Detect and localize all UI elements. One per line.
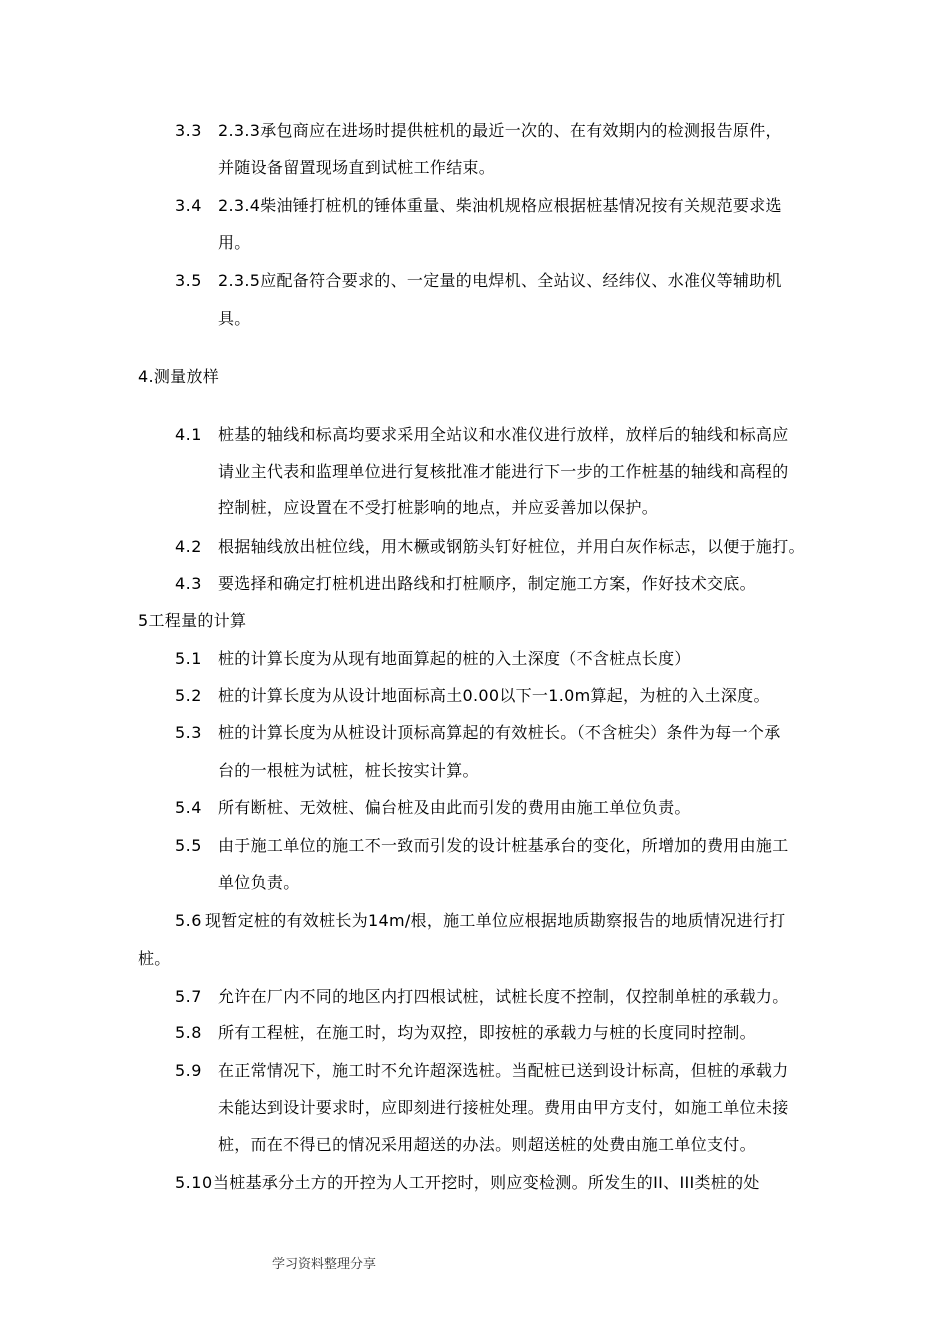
- item-text: 桩，而在不得已的情况采用超送的办法。则超送桩的处费由施工单位支付。: [218, 1135, 756, 1154]
- item-number: 4.3: [175, 574, 202, 593]
- item-text: 用。: [218, 233, 251, 252]
- item-text: 控制桩，应设置在不受打桩影响的地点，并应妥善加以保护。: [218, 498, 659, 517]
- item-text: 桩基的轴线和标高均要求采用全站议和水准仪进行放样，放样后的轴线和标高应: [218, 425, 789, 444]
- item-number: 5.5: [175, 836, 202, 855]
- item-text: 台的一根桩为试桩，桩长按实计算。: [218, 761, 479, 780]
- item-number: 5.9: [175, 1061, 202, 1080]
- item-number: 3.4: [175, 196, 202, 215]
- item-text: 所有工程桩，在施工时，均为双控，即按桩的承载力与桩的长度同时控制。: [218, 1023, 756, 1042]
- item-text: 桩的计算长度为从现有地面算起的桩的入土深度（不含桩点长度）: [218, 649, 691, 668]
- item-number: 5.8: [175, 1023, 202, 1042]
- item-text: 桩的计算长度为从设计地面标高土0.00以下一1.0m算起，为桩的入土深度。: [218, 686, 770, 705]
- item-text: 未能达到设计要求时，应即刻进行接桩处理。费用由甲方支付，如施工单位未接: [218, 1098, 789, 1117]
- item-number: 5.7: [175, 987, 202, 1006]
- item-text: 请业主代表和监理单位进行复核批准才能进行下一步的工作桩基的轴线和高程的: [218, 462, 789, 481]
- item-number: 3.5: [175, 271, 202, 290]
- item-text: 要选择和确定打桩机进出路线和打桩顺序，制定施工方案，作好技术交底。: [218, 574, 756, 593]
- item-text: 单位负责。: [218, 873, 300, 892]
- item-number: 5.10: [175, 1173, 213, 1192]
- item-text: 根据轴线放出桩位线，用木橛或钢筋头钉好桩位，并用白灰作标志，以便于施打。: [218, 537, 805, 556]
- item-text: 2.3.5应配备符合要求的、一定量的电焊机、全站议、经纬仪、水准仪等辅助机: [218, 271, 782, 290]
- item-number: 5.4: [175, 798, 202, 817]
- item-text: 现暂定桩的有效桩长为14m/根，施工单位应根据地质勘察报告的地质情况进行打: [205, 911, 786, 930]
- item-text: 当桩基承分土方的开控为人工开挖时，则应变检测。所发生的II、III类桩的处: [213, 1173, 760, 1192]
- item-number: 5.3: [175, 723, 202, 742]
- item-text: 所有断桩、无效桩、偏台桩及由此而引发的费用由施工单位负责。: [218, 798, 691, 817]
- item-number: 5.6: [175, 911, 202, 930]
- item-text: 由于施工单位的施工不一致而引发的设计桩基承台的变化，所增加的费用由施工: [218, 836, 789, 855]
- item-text: 具。: [218, 309, 251, 328]
- item-number: 5.1: [175, 649, 202, 668]
- section-heading: 4.测量放样: [138, 367, 220, 386]
- item-number: 4.1: [175, 425, 202, 444]
- item-text: 桩。: [138, 949, 171, 968]
- item-text: 允许在厂内不同的地区内打四根试桩，试桩长度不控制，仅控制单桩的承载力。: [218, 987, 789, 1006]
- item-text: 并随设备留置现场直到试桩工作结束。: [218, 158, 496, 177]
- item-number: 5.2: [175, 686, 202, 705]
- page-footer: 学习资料整理分享: [272, 1257, 377, 1272]
- item-text: 在正常情况下，施工时不允许超深选桩。当配桩已送到设计标高，但桩的承载力: [218, 1061, 789, 1080]
- item-number: 3.3: [175, 121, 202, 140]
- item-number: 4.2: [175, 537, 202, 556]
- item-text: 2.3.4柴油锤打桩机的锤体重量、柴油机规格应根据桩基情况按有关规范要求选: [218, 196, 782, 215]
- item-text: 桩的计算长度为从桩设计顶标高算起的有效桩长。（不含桩尖）条件为每一个承: [218, 723, 781, 742]
- section-heading: 5工程量的计算: [138, 611, 247, 630]
- item-text: 2.3.3承包商应在进场时提供桩机的最近一次的、在有效期内的检测报告原件，: [218, 121, 782, 140]
